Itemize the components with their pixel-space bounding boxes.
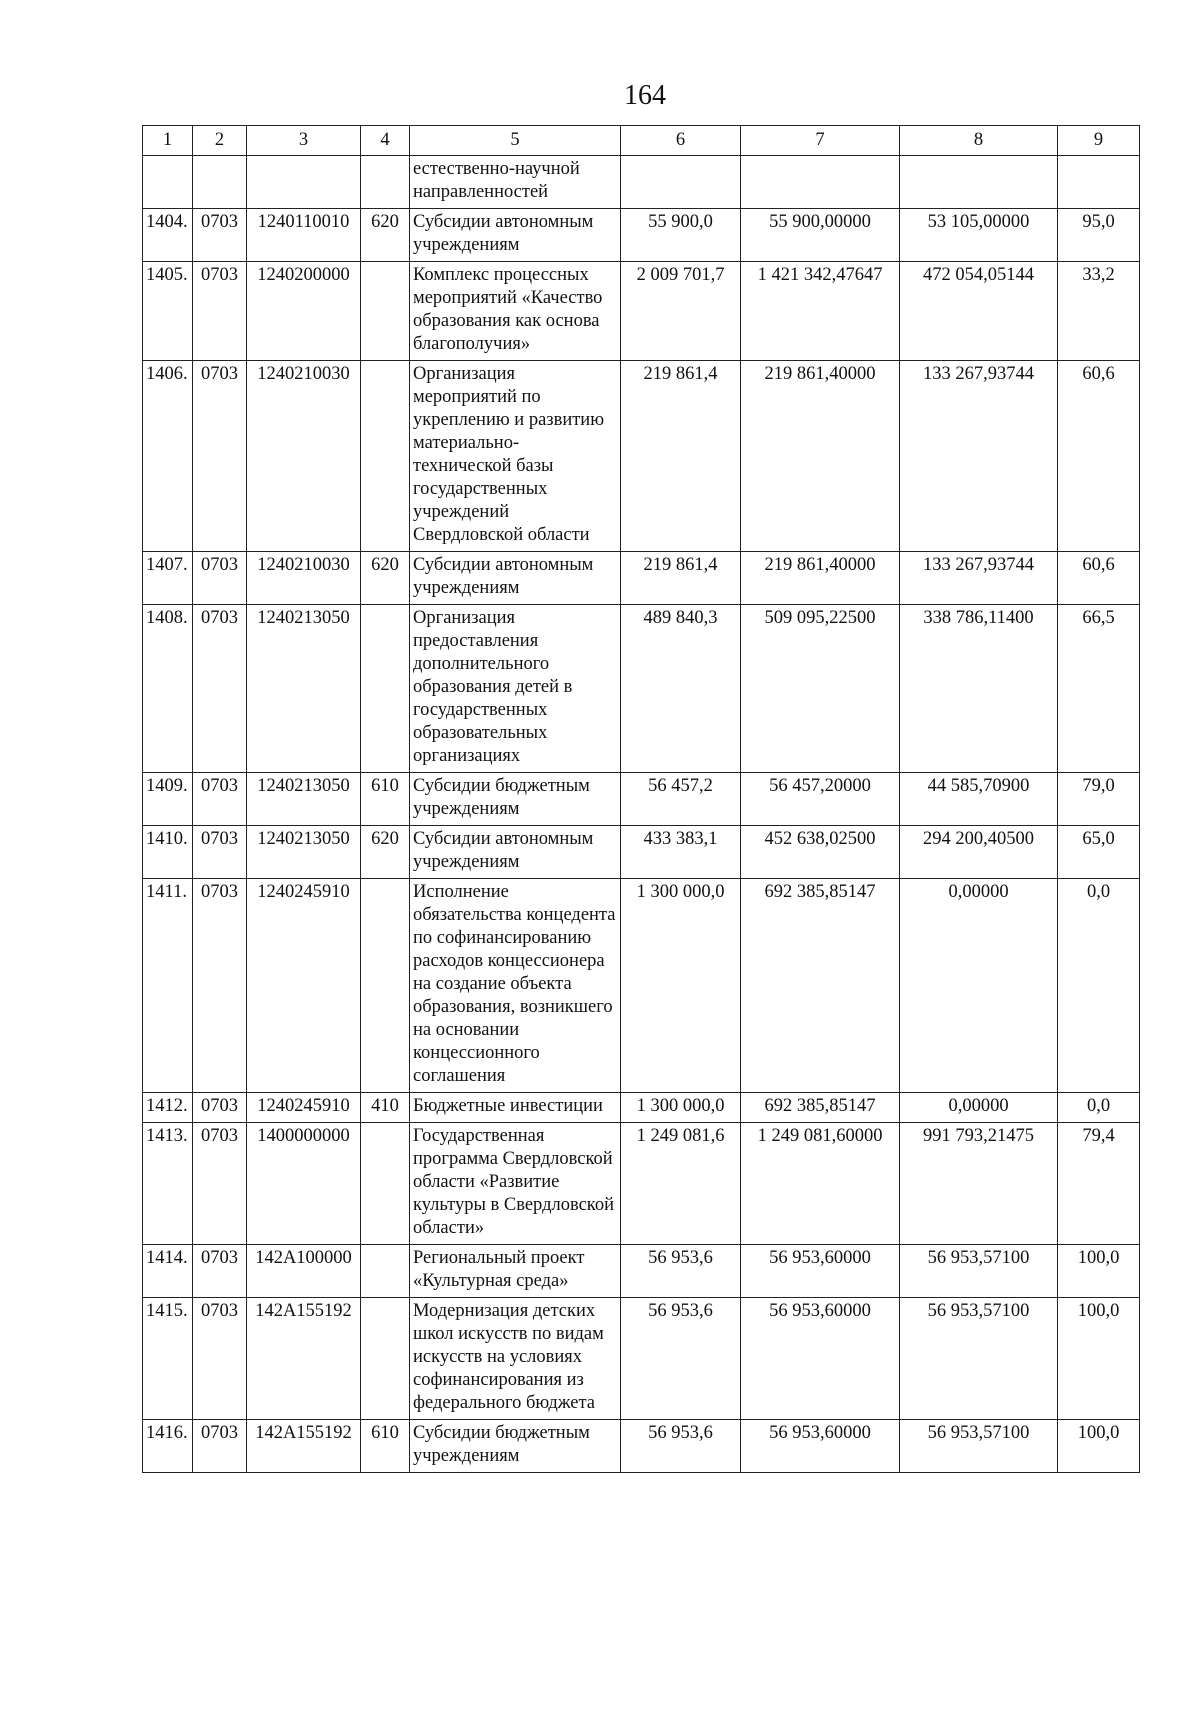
section-code: 0703 — [193, 552, 247, 605]
planned-amount: 2 009 701,7 — [621, 262, 741, 361]
table-row — [143, 1420, 1140, 1473]
execution-percent: 100,0 — [1058, 1420, 1140, 1473]
table-row — [143, 773, 1140, 826]
executed-amount: 133 267,93744 — [900, 552, 1058, 605]
planned-amount — [621, 156, 741, 209]
executed-amount: 0,00000 — [900, 879, 1058, 1093]
item-name: Субсидии автономным учреждениям — [410, 826, 621, 879]
row-number: 1414. — [143, 1245, 193, 1298]
table-row — [143, 605, 1140, 773]
row-number: 1409. — [143, 773, 193, 826]
column-header: 8 — [900, 126, 1058, 156]
section-code: 0703 — [193, 262, 247, 361]
target-article-code: 1240210030 — [247, 552, 361, 605]
target-article-code: 1240110010 — [247, 209, 361, 262]
target-article-code: 1240213050 — [247, 826, 361, 879]
item-name: Организация предоставления дополнительного образования детей в государственных образовательных организациях — [410, 605, 621, 773]
item-name: Субсидии автономным учреждениям — [410, 552, 621, 605]
item-name: Государственная программа Свердловской области «Развитие культуры в Свердловской области» — [410, 1123, 621, 1245]
item-name: естественно-научной направленностей — [410, 156, 621, 209]
section-code: 0703 — [193, 1093, 247, 1123]
item-name: Бюджетные инвестиции — [410, 1093, 621, 1123]
refined-amount: 56 457,20000 — [741, 773, 900, 826]
column-header: 6 — [621, 126, 741, 156]
expense-type-code — [361, 156, 410, 209]
execution-percent: 100,0 — [1058, 1298, 1140, 1420]
expense-type-code: 610 — [361, 773, 410, 826]
target-article-code: 1240245910 — [247, 1093, 361, 1123]
executed-amount: 991 793,21475 — [900, 1123, 1058, 1245]
expense-type-code — [361, 879, 410, 1093]
planned-amount: 489 840,3 — [621, 605, 741, 773]
refined-amount: 692 385,85147 — [741, 879, 900, 1093]
column-header: 5 — [410, 126, 621, 156]
target-article-code: 1240213050 — [247, 773, 361, 826]
refined-amount: 1 421 342,47647 — [741, 262, 900, 361]
executed-amount: 472 054,05144 — [900, 262, 1058, 361]
execution-percent: 95,0 — [1058, 209, 1140, 262]
table-row — [143, 1093, 1140, 1123]
item-name: Региональный проект «Культурная среда» — [410, 1245, 621, 1298]
section-code: 0703 — [193, 361, 247, 552]
table-row — [143, 156, 1140, 209]
column-header: 4 — [361, 126, 410, 156]
executed-amount: 44 585,70900 — [900, 773, 1058, 826]
section-code: 0703 — [193, 605, 247, 773]
planned-amount: 1 249 081,6 — [621, 1123, 741, 1245]
target-article-code: 142A155192 — [247, 1420, 361, 1473]
table-row — [143, 1298, 1140, 1420]
execution-percent: 60,6 — [1058, 552, 1140, 605]
item-name: Модернизация детских школ искусств по видам искусств на условиях софинансирования из федерального бюджета — [410, 1298, 621, 1420]
row-number — [143, 156, 193, 209]
execution-percent: 0,0 — [1058, 879, 1140, 1093]
refined-amount: 219 861,40000 — [741, 361, 900, 552]
target-article-code: 142A100000 — [247, 1245, 361, 1298]
expense-type-code: 610 — [361, 1420, 410, 1473]
execution-percent: 33,2 — [1058, 262, 1140, 361]
refined-amount: 509 095,22500 — [741, 605, 900, 773]
header-row — [143, 126, 1140, 156]
item-name: Комплекс процессных мероприятий «Качество образования как основа благополучия» — [410, 262, 621, 361]
executed-amount: 56 953,57100 — [900, 1420, 1058, 1473]
section-code: 0703 — [193, 773, 247, 826]
planned-amount: 56 953,6 — [621, 1298, 741, 1420]
expense-type-code — [361, 361, 410, 552]
column-header: 2 — [193, 126, 247, 156]
item-name: Субсидии бюджетным учреждениям — [410, 1420, 621, 1473]
table-row — [143, 209, 1140, 262]
planned-amount: 1 300 000,0 — [621, 879, 741, 1093]
item-name: Субсидии бюджетным учреждениям — [410, 773, 621, 826]
target-article-code: 1240245910 — [247, 879, 361, 1093]
planned-amount: 56 953,6 — [621, 1420, 741, 1473]
planned-amount: 56 953,6 — [621, 1245, 741, 1298]
execution-percent: 79,0 — [1058, 773, 1140, 826]
item-name: Исполнение обязательства концедента по софинансированию расходов концессионера на создание объекта образования, возникшего на основании концессионного соглашения — [410, 879, 621, 1093]
executed-amount: 338 786,11400 — [900, 605, 1058, 773]
row-number: 1416. — [143, 1420, 193, 1473]
planned-amount: 219 861,4 — [621, 361, 741, 552]
section-code: 0703 — [193, 826, 247, 879]
row-number: 1404. — [143, 209, 193, 262]
refined-amount: 56 953,60000 — [741, 1298, 900, 1420]
section-code: 0703 — [193, 1298, 247, 1420]
expense-type-code — [361, 605, 410, 773]
refined-amount: 452 638,02500 — [741, 826, 900, 879]
executed-amount: 294 200,40500 — [900, 826, 1058, 879]
row-number: 1406. — [143, 361, 193, 552]
execution-percent: 100,0 — [1058, 1245, 1140, 1298]
expense-type-code — [361, 1245, 410, 1298]
section-code — [193, 156, 247, 209]
target-article-code: 142A155192 — [247, 1298, 361, 1420]
expense-type-code: 410 — [361, 1093, 410, 1123]
planned-amount: 56 457,2 — [621, 773, 741, 826]
section-code: 0703 — [193, 1245, 247, 1298]
expense-type-code — [361, 1123, 410, 1245]
column-header: 7 — [741, 126, 900, 156]
column-header: 9 — [1058, 126, 1140, 156]
row-number: 1407. — [143, 552, 193, 605]
row-number: 1408. — [143, 605, 193, 773]
refined-amount — [741, 156, 900, 209]
refined-amount: 55 900,00000 — [741, 209, 900, 262]
section-code: 0703 — [193, 209, 247, 262]
executed-amount: 56 953,57100 — [900, 1298, 1058, 1420]
execution-percent — [1058, 156, 1140, 209]
expense-type-code: 620 — [361, 209, 410, 262]
table-row — [143, 552, 1140, 605]
expense-type-code: 620 — [361, 826, 410, 879]
execution-percent: 79,4 — [1058, 1123, 1140, 1245]
executed-amount: 0,00000 — [900, 1093, 1058, 1123]
planned-amount: 219 861,4 — [621, 552, 741, 605]
refined-amount: 692 385,85147 — [741, 1093, 900, 1123]
budget-table — [142, 125, 1140, 1473]
row-number: 1405. — [143, 262, 193, 361]
refined-amount: 56 953,60000 — [741, 1245, 900, 1298]
table-row — [143, 826, 1140, 879]
row-number: 1410. — [143, 826, 193, 879]
row-number: 1413. — [143, 1123, 193, 1245]
expense-type-code — [361, 1298, 410, 1420]
expense-type-code: 620 — [361, 552, 410, 605]
item-name: Субсидии автономным учреждениям — [410, 209, 621, 262]
target-article-code: 1400000000 — [247, 1123, 361, 1245]
executed-amount: 53 105,00000 — [900, 209, 1058, 262]
table-row — [143, 262, 1140, 361]
item-name: Организация мероприятий по укреплению и развитию материально-технической базы государственных учреждений Свердловской области — [410, 361, 621, 552]
planned-amount: 55 900,0 — [621, 209, 741, 262]
executed-amount: 56 953,57100 — [900, 1245, 1058, 1298]
section-code: 0703 — [193, 1123, 247, 1245]
refined-amount: 56 953,60000 — [741, 1420, 900, 1473]
planned-amount: 1 300 000,0 — [621, 1093, 741, 1123]
row-number: 1411. — [143, 879, 193, 1093]
execution-percent: 65,0 — [1058, 826, 1140, 879]
execution-percent: 60,6 — [1058, 361, 1140, 552]
row-number: 1412. — [143, 1093, 193, 1123]
target-article-code — [247, 156, 361, 209]
section-code: 0703 — [193, 1420, 247, 1473]
column-header: 1 — [143, 126, 193, 156]
table-row — [143, 361, 1140, 552]
executed-amount: 133 267,93744 — [900, 361, 1058, 552]
page-number: 164 — [624, 80, 666, 111]
target-article-code: 1240213050 — [247, 605, 361, 773]
section-code: 0703 — [193, 879, 247, 1093]
table-row — [143, 1245, 1140, 1298]
execution-percent: 0,0 — [1058, 1093, 1140, 1123]
table-row — [143, 1123, 1140, 1245]
target-article-code: 1240200000 — [247, 262, 361, 361]
refined-amount: 1 249 081,60000 — [741, 1123, 900, 1245]
refined-amount: 219 861,40000 — [741, 552, 900, 605]
expense-type-code — [361, 262, 410, 361]
executed-amount — [900, 156, 1058, 209]
execution-percent: 66,5 — [1058, 605, 1140, 773]
column-header: 3 — [247, 126, 361, 156]
row-number: 1415. — [143, 1298, 193, 1420]
table-row — [143, 879, 1140, 1093]
planned-amount: 433 383,1 — [621, 826, 741, 879]
target-article-code: 1240210030 — [247, 361, 361, 552]
